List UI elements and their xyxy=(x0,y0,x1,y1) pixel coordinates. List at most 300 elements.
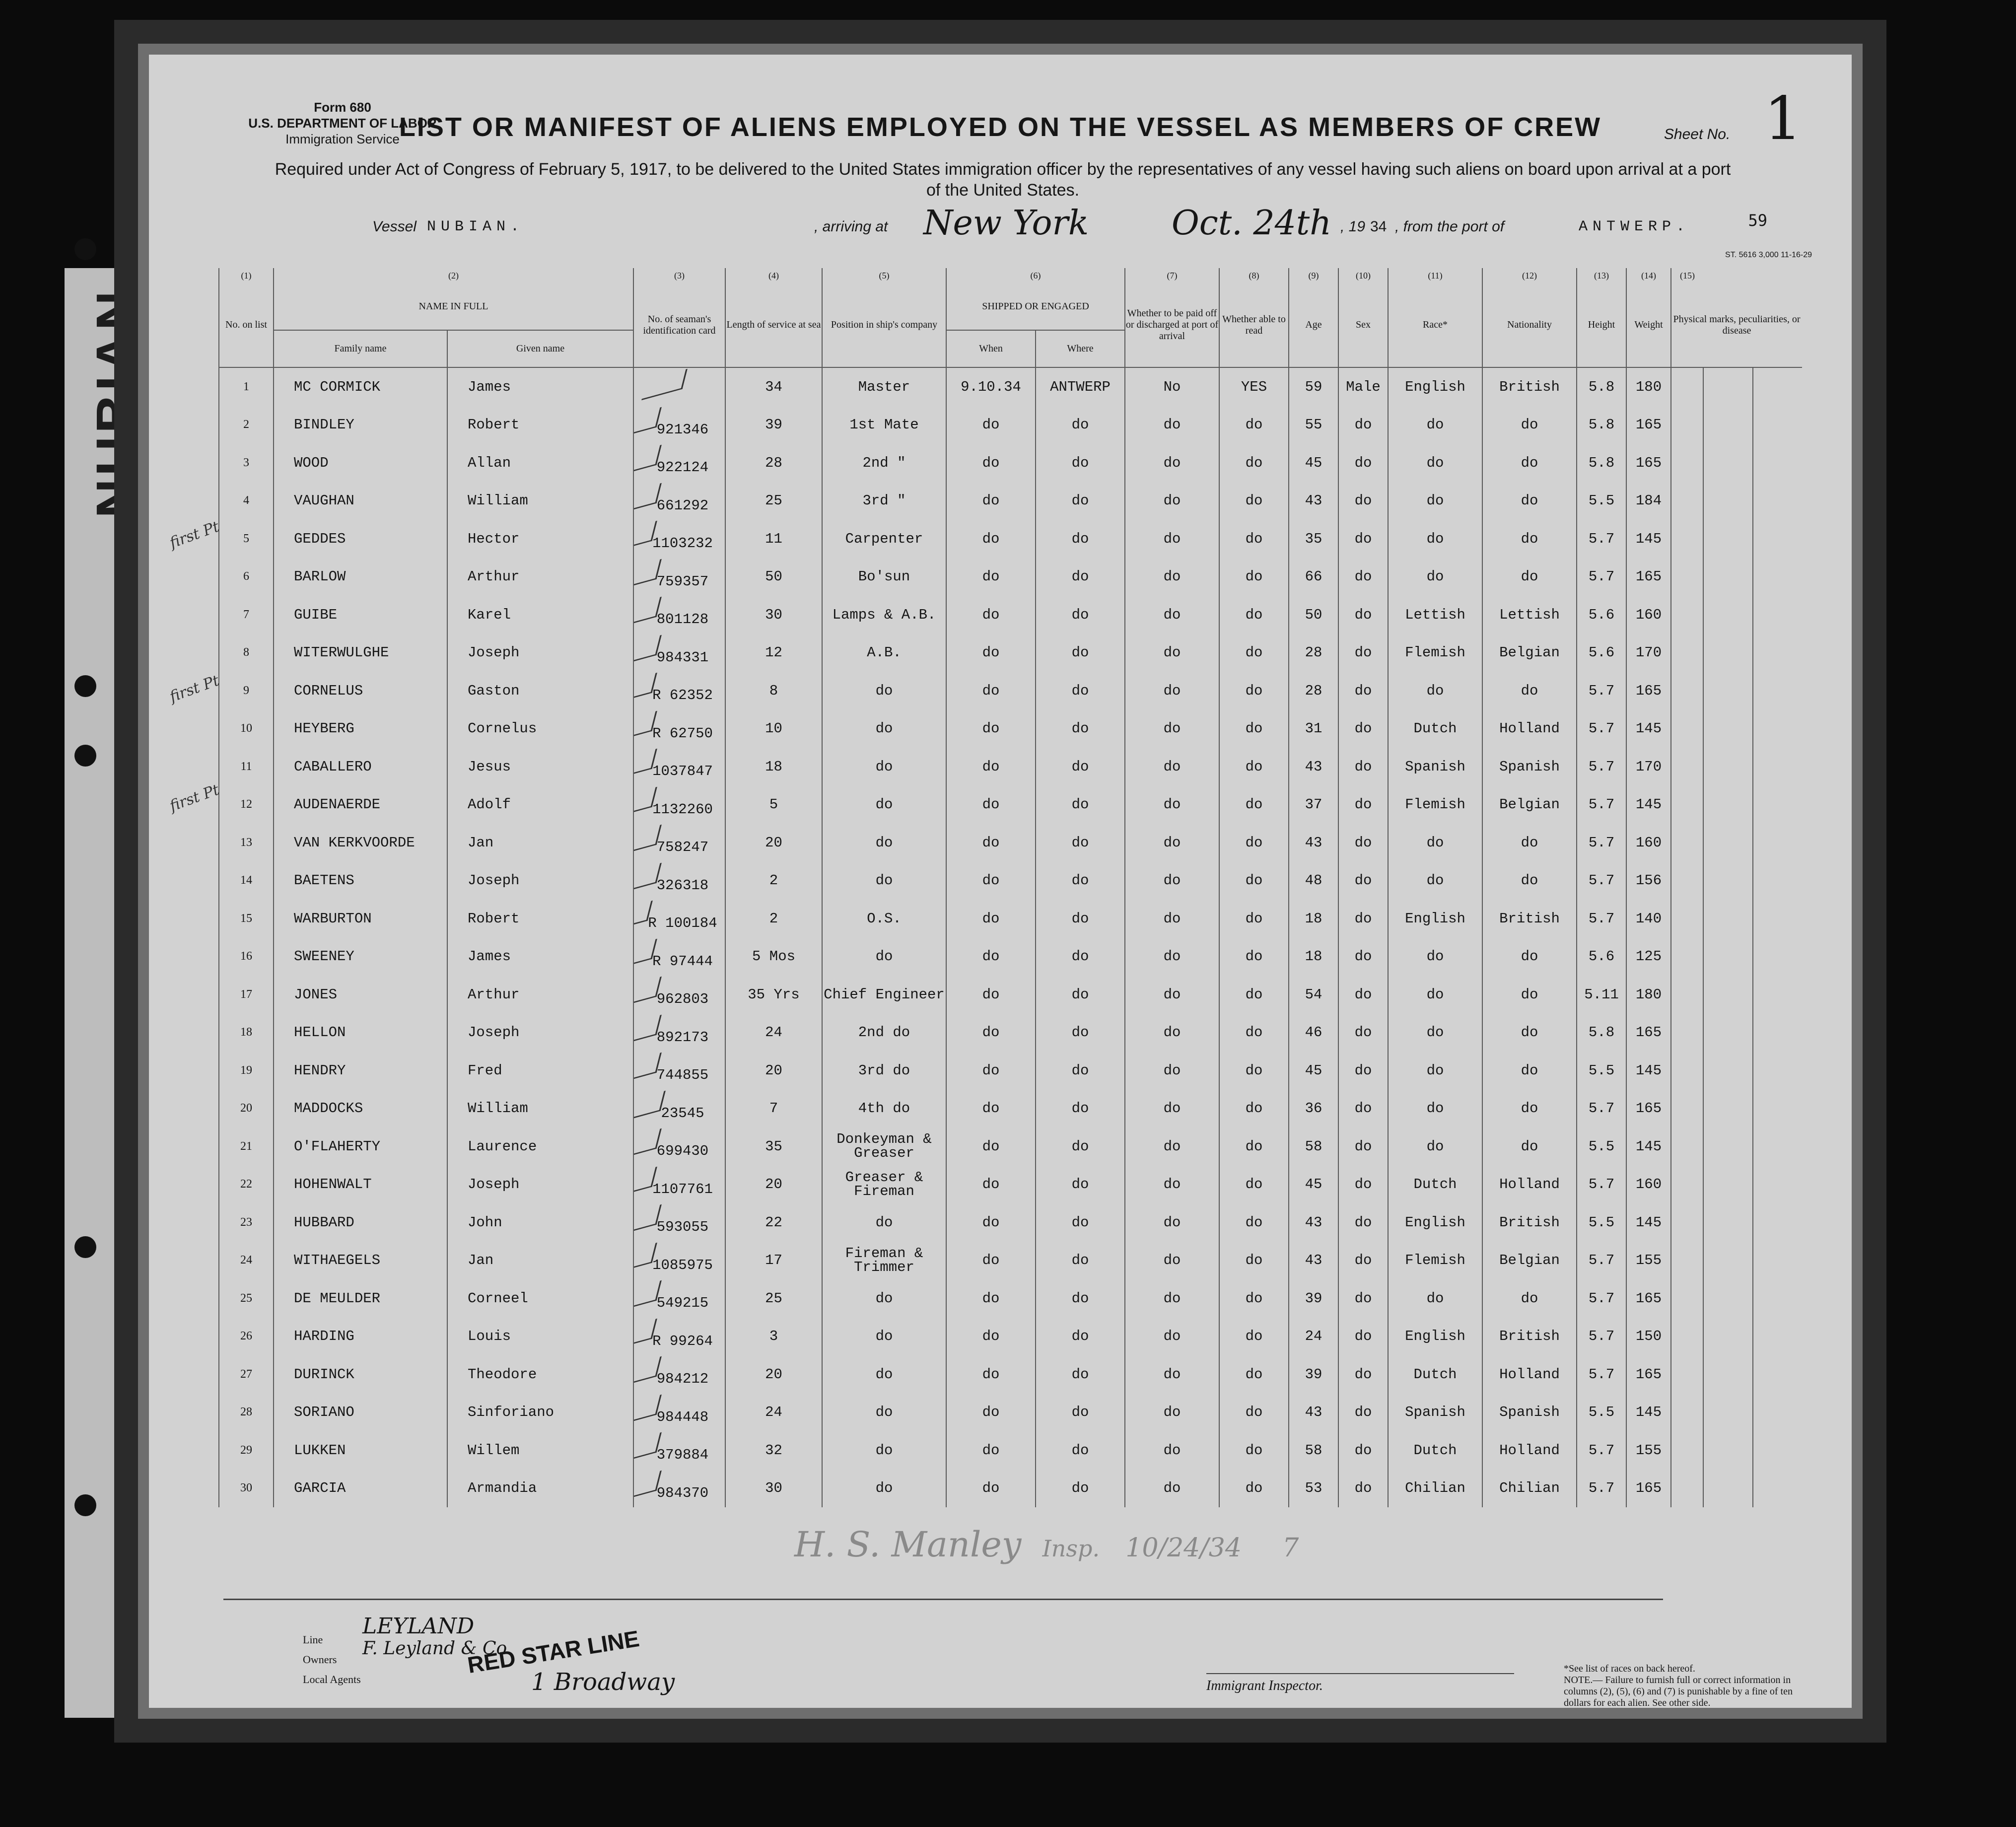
given-name: Robert xyxy=(447,406,633,444)
sex: do xyxy=(1338,634,1388,672)
service: Immigration Service xyxy=(285,132,400,146)
family-name: DE MEULDER xyxy=(274,1279,447,1318)
table-row xyxy=(219,634,1802,672)
family-name: CABALLERO xyxy=(274,748,447,786)
table-row xyxy=(219,1090,1802,1128)
paid-off: do xyxy=(1125,1279,1219,1318)
paid-off: do xyxy=(1125,1203,1219,1242)
paid-off: do xyxy=(1125,900,1219,938)
height: 5.6 xyxy=(1577,596,1626,634)
table-row xyxy=(219,710,1802,748)
position: do xyxy=(822,786,946,824)
inspector-label: Immigrant Inspector. xyxy=(1206,1678,1323,1693)
physical-marks xyxy=(1671,558,1703,596)
col-sex: Sex xyxy=(1338,283,1388,367)
shipped-when: do xyxy=(946,938,1036,976)
id-card: 593055 xyxy=(633,1203,725,1242)
family-name: VAUGHAN xyxy=(274,482,447,520)
table-row xyxy=(219,1470,1802,1508)
col-name-in-full: NAME IN FULL xyxy=(274,283,633,330)
height: 5.7 xyxy=(1577,900,1626,938)
given-name: Robert xyxy=(447,900,633,938)
col-id-card: No. of seaman's identification card xyxy=(633,283,725,367)
age: 45 xyxy=(1289,1166,1338,1204)
height: 5.7 xyxy=(1577,862,1626,900)
physical-marks xyxy=(1753,1355,1803,1394)
age: 45 xyxy=(1289,444,1338,482)
given-name: Jan xyxy=(447,824,633,862)
shipped-when: do xyxy=(946,1318,1036,1356)
able-to-read: do xyxy=(1219,1318,1289,1356)
required-text: Required under Act of Congress of February 5, 1917, to be delivered to the United States immigration officer by the representatives of any vessel having such aliens on board upon arrival at a port of the United States. xyxy=(275,160,1731,200)
shipped-when: 9.10.34 xyxy=(946,367,1036,406)
row-number: 16 xyxy=(219,938,274,976)
given-name: Jesus xyxy=(447,748,633,786)
family-name: CORNELUS xyxy=(274,672,447,710)
physical-marks xyxy=(1671,976,1703,1014)
given-name: Allan xyxy=(447,444,633,482)
nationality: Holland xyxy=(1482,710,1577,748)
physical-marks xyxy=(1671,938,1703,976)
able-to-read: do xyxy=(1219,900,1289,938)
given-name: William xyxy=(447,482,633,520)
shipped-where: do xyxy=(1036,1090,1125,1128)
physical-marks xyxy=(1753,1166,1803,1204)
weight: 165 xyxy=(1626,558,1671,596)
race: do xyxy=(1388,406,1482,444)
shipped-where: do xyxy=(1036,862,1125,900)
height: 5.7 xyxy=(1577,1090,1626,1128)
height: 5.5 xyxy=(1577,1203,1626,1242)
paid-off: do xyxy=(1125,1052,1219,1090)
table-row xyxy=(219,1279,1802,1318)
binder-hole xyxy=(74,1494,96,1516)
service-length: 35 xyxy=(725,1127,822,1166)
id-card: 744855 xyxy=(633,1052,725,1090)
physical-marks xyxy=(1703,1166,1753,1204)
nationality: do xyxy=(1482,1014,1577,1052)
shipped-where: do xyxy=(1036,558,1125,596)
table-row xyxy=(219,1014,1802,1052)
race: do xyxy=(1388,1127,1482,1166)
nationality: do xyxy=(1482,482,1577,520)
physical-marks xyxy=(1671,1431,1703,1470)
shipped-when: do xyxy=(946,520,1036,558)
weight: 145 xyxy=(1626,1127,1671,1166)
height: 5.7 xyxy=(1577,1431,1626,1470)
col-race: Race* xyxy=(1388,283,1482,367)
physical-marks xyxy=(1703,1318,1753,1356)
sex: do xyxy=(1338,482,1388,520)
physical-marks xyxy=(1703,1242,1753,1280)
shipped-where: do xyxy=(1036,1242,1125,1280)
nationality: British xyxy=(1482,900,1577,938)
paid-off: do xyxy=(1125,1394,1219,1432)
age: 43 xyxy=(1289,824,1338,862)
paid-off: No xyxy=(1125,367,1219,406)
sex: do xyxy=(1338,1318,1388,1356)
physical-marks xyxy=(1671,367,1703,406)
shipped-when: do xyxy=(946,1394,1036,1432)
service-length: 20 xyxy=(725,1166,822,1204)
position: Master xyxy=(822,367,946,406)
able-to-read: do xyxy=(1219,406,1289,444)
table-row xyxy=(219,786,1802,824)
row-number: 24 xyxy=(219,1242,274,1280)
row-number: 14 xyxy=(219,862,274,900)
service-length: 7 xyxy=(725,1090,822,1128)
given-name: James xyxy=(447,367,633,406)
given-name: Jan xyxy=(447,1242,633,1280)
age: 18 xyxy=(1289,938,1338,976)
table-row xyxy=(219,938,1802,976)
age: 28 xyxy=(1289,672,1338,710)
physical-marks xyxy=(1753,1242,1803,1280)
position: Lamps & A.B. xyxy=(822,596,946,634)
table-row xyxy=(219,748,1802,786)
family-name: WITHAEGELS xyxy=(274,1242,447,1280)
able-to-read: do xyxy=(1219,976,1289,1014)
nationality: British xyxy=(1482,367,1577,406)
service-length: 2 xyxy=(725,900,822,938)
service-length: 5 Mos xyxy=(725,938,822,976)
shipped-where: do xyxy=(1036,938,1125,976)
physical-marks xyxy=(1753,558,1803,596)
race: do xyxy=(1388,976,1482,1014)
nationality: Holland xyxy=(1482,1431,1577,1470)
sex: do xyxy=(1338,1431,1388,1470)
service-length: 25 xyxy=(725,482,822,520)
physical-marks xyxy=(1753,1431,1803,1470)
position: do xyxy=(822,1203,946,1242)
physical-marks xyxy=(1703,406,1753,444)
weight: 165 xyxy=(1626,672,1671,710)
nationality: do xyxy=(1482,1127,1577,1166)
weight: 180 xyxy=(1626,976,1671,1014)
physical-marks xyxy=(1703,900,1753,938)
physical-marks xyxy=(1753,748,1803,786)
physical-marks xyxy=(1753,367,1803,406)
race: do xyxy=(1388,938,1482,976)
able-to-read: do xyxy=(1219,558,1289,596)
age: 24 xyxy=(1289,1318,1338,1356)
row-number: 26 xyxy=(219,1318,274,1356)
service-length: 50 xyxy=(725,558,822,596)
shipped-where: do xyxy=(1036,1014,1125,1052)
footnote xyxy=(1564,1663,1802,1709)
agents-label: Local Agents xyxy=(303,1673,361,1686)
family-name: MC CORMICK xyxy=(274,367,447,406)
race: do xyxy=(1388,862,1482,900)
physical-marks xyxy=(1753,1014,1803,1052)
physical-marks xyxy=(1703,520,1753,558)
arriving-label: , arriving at xyxy=(814,218,888,235)
shipped-when: do xyxy=(946,1127,1036,1166)
shipped-where: do xyxy=(1036,1470,1125,1508)
row-number: 3 xyxy=(219,444,274,482)
agents-stamp: RED STAR LINE xyxy=(466,1625,641,1678)
year: 34 xyxy=(1370,218,1387,235)
col-read: Whether able to read xyxy=(1219,283,1289,367)
agents-address: 1 Broadway xyxy=(531,1668,675,1696)
nationality: Lettish xyxy=(1482,596,1577,634)
service-length: 12 xyxy=(725,634,822,672)
owners-label: Owners xyxy=(303,1653,337,1666)
physical-marks xyxy=(1753,520,1803,558)
row-number: 28 xyxy=(219,1394,274,1432)
paid-off: do xyxy=(1125,634,1219,672)
shipped-where: do xyxy=(1036,444,1125,482)
given-name: Karel xyxy=(447,596,633,634)
col-paid-off: Whether to be paid off or discharged at port of arrival xyxy=(1125,283,1219,367)
age: 58 xyxy=(1289,1431,1338,1470)
sex: do xyxy=(1338,710,1388,748)
id-card: 759357 xyxy=(633,558,725,596)
given-name: Corneel xyxy=(447,1279,633,1318)
table-row xyxy=(219,862,1802,900)
race: do xyxy=(1388,824,1482,862)
sex: do xyxy=(1338,1203,1388,1242)
position: O.S. xyxy=(822,900,946,938)
shipped-when: do xyxy=(946,1090,1036,1128)
nationality: do xyxy=(1482,824,1577,862)
physical-marks xyxy=(1671,406,1703,444)
physical-marks xyxy=(1753,1394,1803,1432)
physical-marks xyxy=(1703,444,1753,482)
shipped-where: do xyxy=(1036,406,1125,444)
physical-marks xyxy=(1753,1203,1803,1242)
physical-marks xyxy=(1753,406,1803,444)
shipped-where: do xyxy=(1036,1127,1125,1166)
position: 2nd do xyxy=(822,1014,946,1052)
physical-marks xyxy=(1753,672,1803,710)
age: 45 xyxy=(1289,1052,1338,1090)
paid-off: do xyxy=(1125,672,1219,710)
height: 5.8 xyxy=(1577,444,1626,482)
sex: do xyxy=(1338,1014,1388,1052)
given-name: Sinforiano xyxy=(447,1394,633,1432)
id-card: 984448 xyxy=(633,1394,725,1432)
family-name: HUBBARD xyxy=(274,1203,447,1242)
sex: do xyxy=(1338,1127,1388,1166)
given-name: Armandia xyxy=(447,1470,633,1508)
given-name: Willem xyxy=(447,1431,633,1470)
physical-marks xyxy=(1753,862,1803,900)
shipped-when: do xyxy=(946,710,1036,748)
race: Spanish xyxy=(1388,1394,1482,1432)
age: 66 xyxy=(1289,558,1338,596)
physical-marks xyxy=(1703,558,1753,596)
col-nationality: Nationality xyxy=(1482,283,1577,367)
weight: 170 xyxy=(1626,748,1671,786)
paid-off: do xyxy=(1125,1127,1219,1166)
service-length: 17 xyxy=(725,1242,822,1280)
shipped-when: do xyxy=(946,824,1036,862)
paid-off: do xyxy=(1125,748,1219,786)
weight: 165 xyxy=(1626,1279,1671,1318)
race: do xyxy=(1388,1090,1482,1128)
able-to-read: do xyxy=(1219,748,1289,786)
physical-marks xyxy=(1671,1355,1703,1394)
race: do xyxy=(1388,558,1482,596)
id-card: R 62750 xyxy=(633,710,725,748)
physical-marks xyxy=(1703,862,1753,900)
id-card: 23545 xyxy=(633,1090,725,1128)
table-row xyxy=(219,1052,1802,1090)
service-length: 22 xyxy=(725,1203,822,1242)
physical-marks xyxy=(1671,596,1703,634)
height: 5.7 xyxy=(1577,824,1626,862)
height: 5.8 xyxy=(1577,367,1626,406)
service-length: 30 xyxy=(725,596,822,634)
physical-marks xyxy=(1703,748,1753,786)
race: Dutch xyxy=(1388,1166,1482,1204)
sex: do xyxy=(1338,1279,1388,1318)
paid-off: do xyxy=(1125,1355,1219,1394)
physical-marks xyxy=(1753,824,1803,862)
family-name: GUIBE xyxy=(274,596,447,634)
paid-off: do xyxy=(1125,1090,1219,1128)
shipped-where: do xyxy=(1036,1052,1125,1090)
arriving-port: New York xyxy=(923,204,1089,243)
table-row xyxy=(219,406,1802,444)
physical-marks xyxy=(1753,710,1803,748)
table-row xyxy=(219,1203,1802,1242)
table-row xyxy=(219,976,1802,1014)
shipped-when: do xyxy=(946,748,1036,786)
shipped-where: do xyxy=(1036,634,1125,672)
nationality: do xyxy=(1482,1090,1577,1128)
physical-marks xyxy=(1671,710,1703,748)
col-physical-marks: Physical marks, peculiarities, or disease xyxy=(1671,283,1802,367)
age: 18 xyxy=(1289,900,1338,938)
id-card: 1085975 xyxy=(633,1242,725,1280)
physical-marks xyxy=(1703,1355,1753,1394)
physical-marks xyxy=(1753,976,1803,1014)
weight: 170 xyxy=(1626,634,1671,672)
given-name: Arthur xyxy=(447,558,633,596)
shipped-when: do xyxy=(946,976,1036,1014)
race: do xyxy=(1388,672,1482,710)
row-number: 18 xyxy=(219,1014,274,1052)
physical-marks xyxy=(1671,1318,1703,1356)
position: do xyxy=(822,824,946,862)
arrival-date: Oct. 24th xyxy=(1172,204,1332,243)
id-card: 892173 xyxy=(633,1014,725,1052)
form-code: ST. 5616 3,000 11-16-29 xyxy=(1725,251,1812,259)
column-numbers: (1) (2) (3) (4) (5) (6) (7) (8) (9) (10) (11) (12) (13) (14) (15) xyxy=(219,268,1802,283)
physical-marks xyxy=(1671,748,1703,786)
nationality: Belgian xyxy=(1482,1242,1577,1280)
age: 59 xyxy=(1289,367,1338,406)
shipped-where: do xyxy=(1036,900,1125,938)
physical-marks xyxy=(1753,1090,1803,1128)
id-card: 984370 xyxy=(633,1470,725,1508)
weight: 145 xyxy=(1626,710,1671,748)
paid-off: do xyxy=(1125,406,1219,444)
given-name: Hector xyxy=(447,520,633,558)
col-height: Height xyxy=(1577,283,1626,367)
checkmark-icon xyxy=(641,369,688,400)
position: Greaser & Fireman xyxy=(822,1166,946,1204)
paid-off: do xyxy=(1125,596,1219,634)
age: 54 xyxy=(1289,976,1338,1014)
paid-off: do xyxy=(1125,710,1219,748)
physical-marks xyxy=(1703,710,1753,748)
paid-off: do xyxy=(1125,1014,1219,1052)
physical-marks xyxy=(1671,1242,1703,1280)
header-row xyxy=(219,283,1802,330)
given-name: Gaston xyxy=(447,672,633,710)
sex: do xyxy=(1338,1166,1388,1204)
able-to-read: do xyxy=(1219,938,1289,976)
race: English xyxy=(1388,900,1482,938)
weight: 165 xyxy=(1626,1355,1671,1394)
position: do xyxy=(822,1355,946,1394)
age: 35 xyxy=(1289,520,1338,558)
service-length: 5 xyxy=(725,786,822,824)
table-row xyxy=(219,520,1802,558)
shipped-when: do xyxy=(946,1279,1036,1318)
age: 58 xyxy=(1289,1127,1338,1166)
physical-marks xyxy=(1703,938,1753,976)
shipped-when: do xyxy=(946,900,1036,938)
shipped-where: do xyxy=(1036,520,1125,558)
row-number: 27 xyxy=(219,1355,274,1394)
nationality: do xyxy=(1482,406,1577,444)
physical-marks xyxy=(1671,824,1703,862)
id-card: R 97444 xyxy=(633,938,725,976)
able-to-read: do xyxy=(1219,862,1289,900)
row-number: 10 xyxy=(219,710,274,748)
physical-marks xyxy=(1703,1394,1753,1432)
shipped-where: do xyxy=(1036,748,1125,786)
physical-marks xyxy=(1671,900,1703,938)
col-family-name: Family name xyxy=(274,330,447,367)
sex: do xyxy=(1338,1242,1388,1280)
able-to-read: do xyxy=(1219,1470,1289,1508)
crew-table xyxy=(218,268,1802,1507)
shipped-where: do xyxy=(1036,596,1125,634)
race: Flemish xyxy=(1388,634,1482,672)
able-to-read: do xyxy=(1219,710,1289,748)
race: do xyxy=(1388,444,1482,482)
physical-marks xyxy=(1671,862,1703,900)
position: do xyxy=(822,862,946,900)
physical-marks xyxy=(1703,482,1753,520)
vessel-name: NUBIAN. xyxy=(427,218,525,235)
height: 5.8 xyxy=(1577,1014,1626,1052)
age: 39 xyxy=(1289,1355,1338,1394)
race: Dutch xyxy=(1388,710,1482,748)
table-row xyxy=(219,1166,1802,1204)
able-to-read: do xyxy=(1219,482,1289,520)
id-card: 661292 xyxy=(633,482,725,520)
weight: 145 xyxy=(1626,1052,1671,1090)
row-number: 2 xyxy=(219,406,274,444)
sheet-label: Sheet No. xyxy=(1664,126,1731,142)
nationality: do xyxy=(1482,444,1577,482)
able-to-read: do xyxy=(1219,1355,1289,1394)
nationality: Holland xyxy=(1482,1166,1577,1204)
paid-off: do xyxy=(1125,444,1219,482)
race: do xyxy=(1388,1014,1482,1052)
weight: 165 xyxy=(1626,1470,1671,1508)
from-label: , from the port of xyxy=(1395,218,1505,235)
id-card: 1037847 xyxy=(633,748,725,786)
service-length: 35 Yrs xyxy=(725,976,822,1014)
physical-marks xyxy=(1671,1090,1703,1128)
